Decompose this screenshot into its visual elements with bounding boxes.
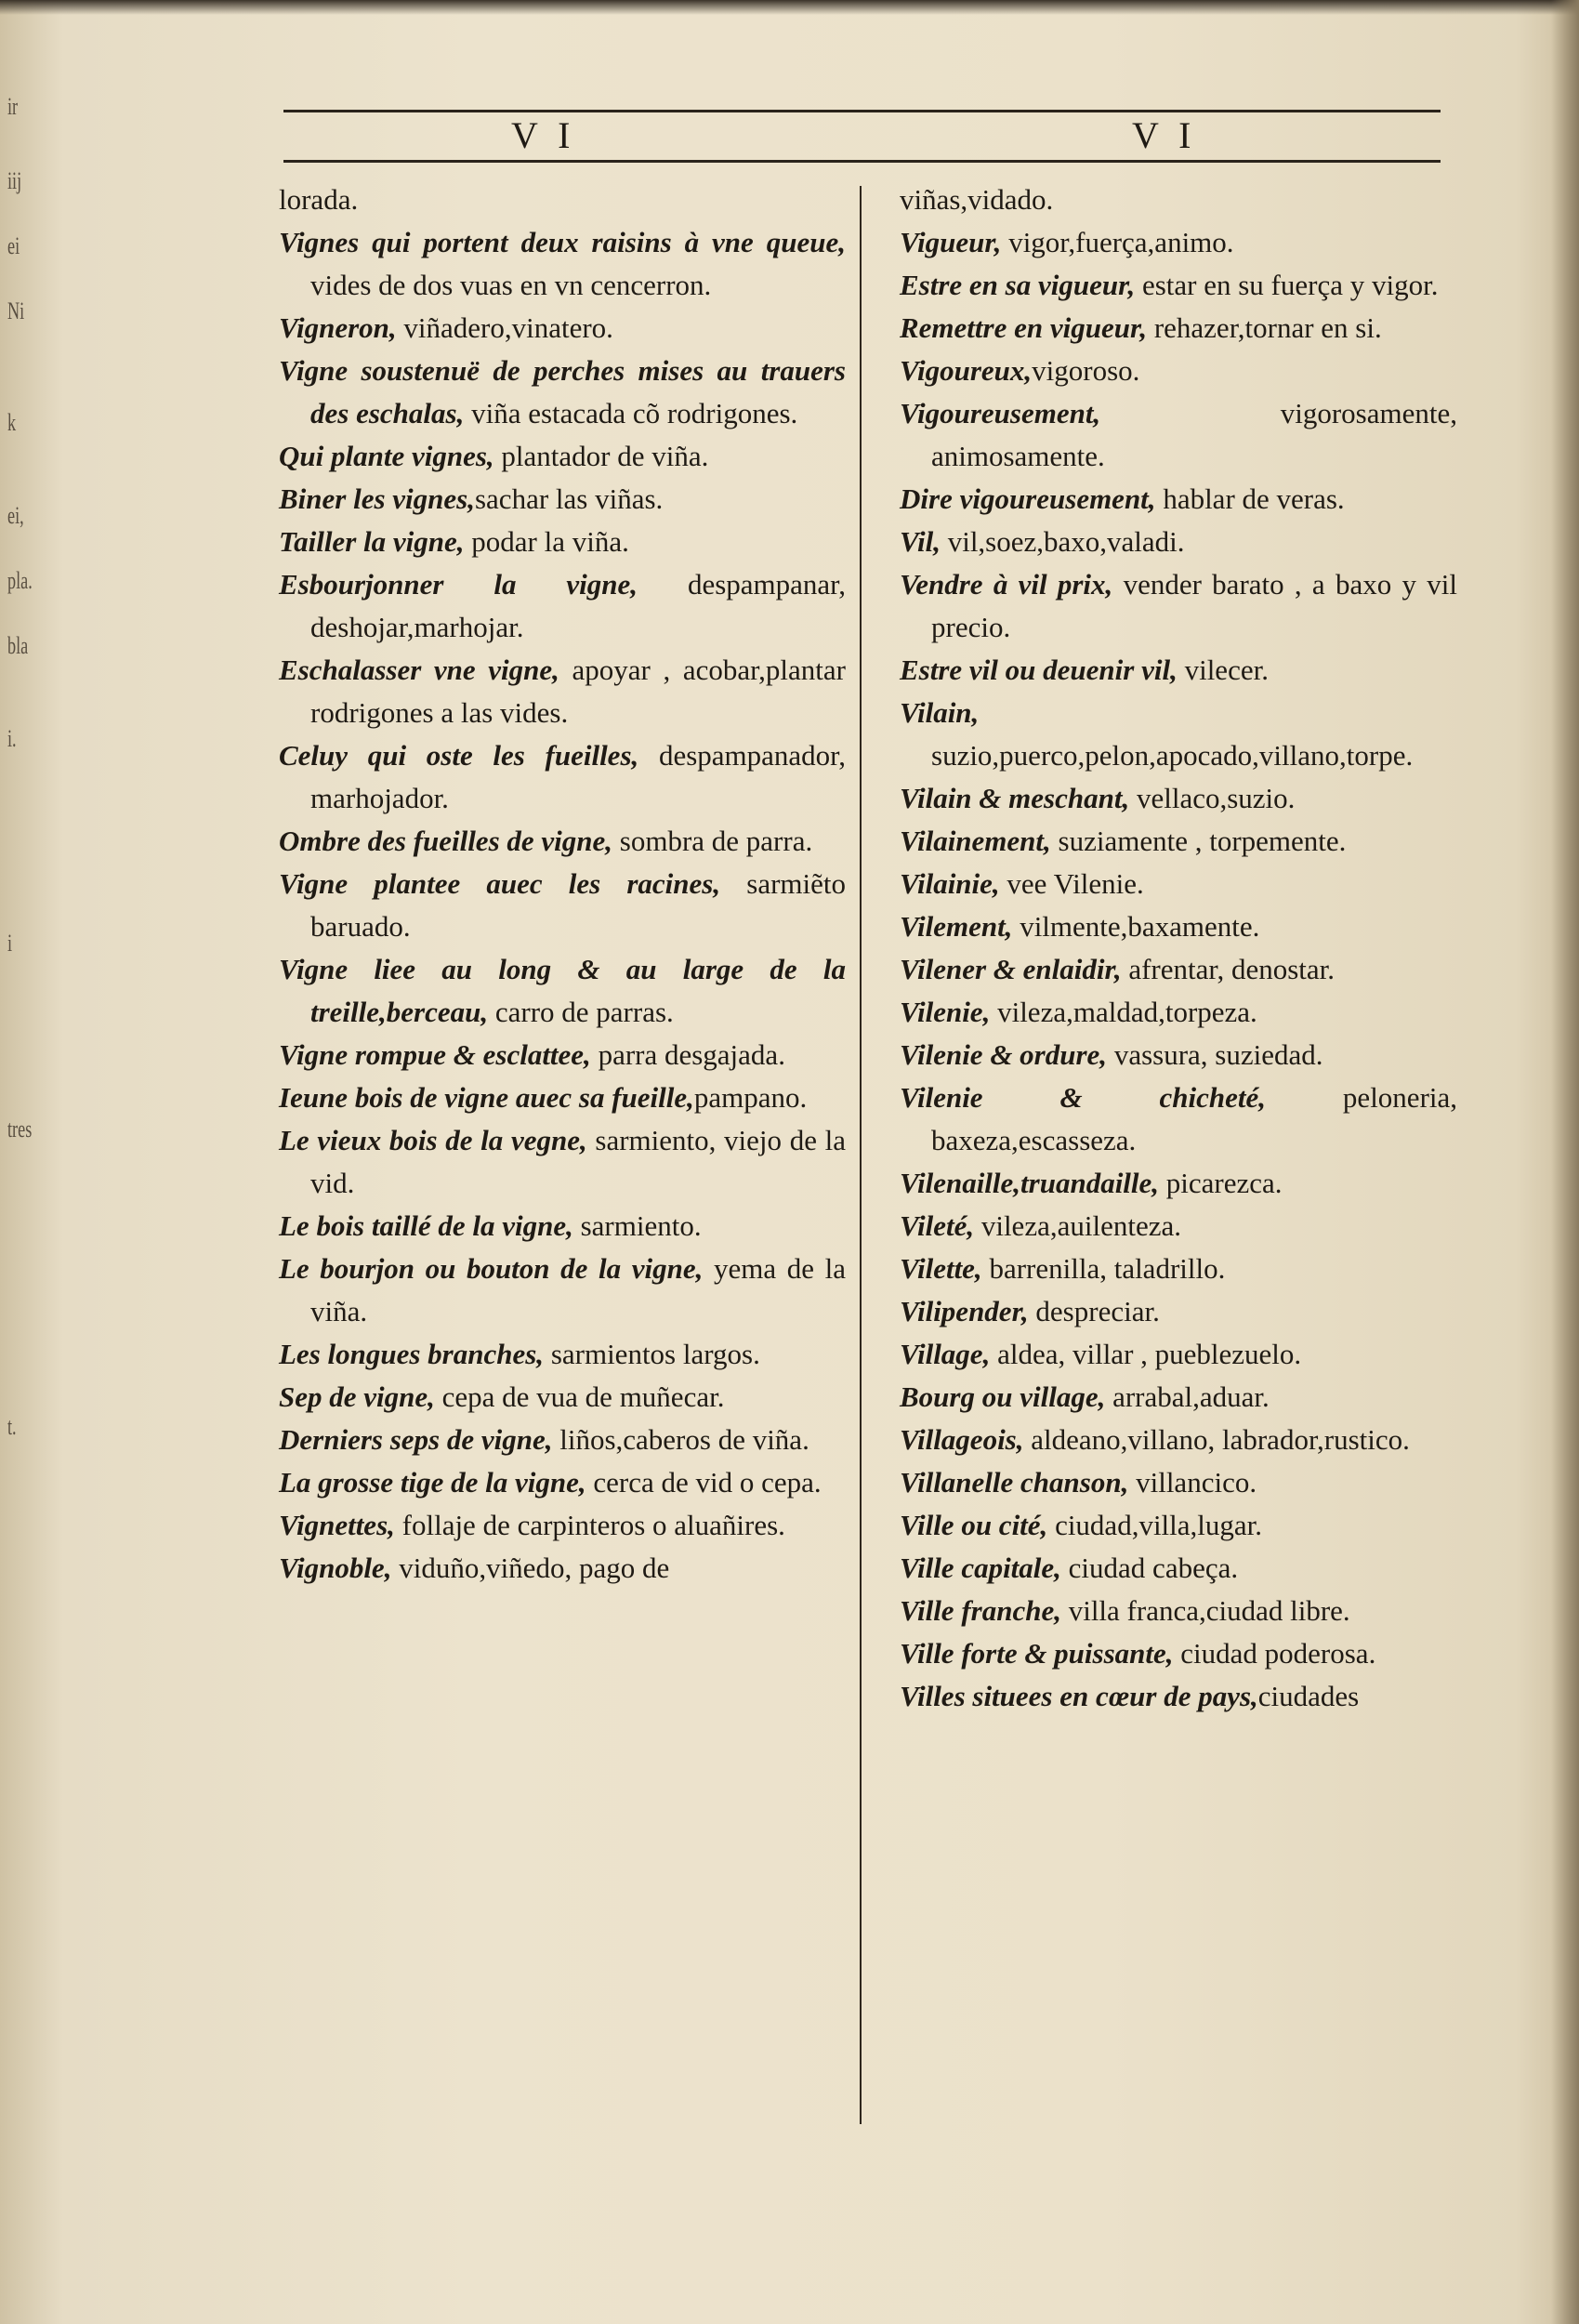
running-head-left: V I xyxy=(511,114,576,156)
spanish-translation: despreciar. xyxy=(1028,1295,1160,1327)
french-headword: Ville forte & puissante, xyxy=(900,1637,1174,1670)
dictionary-entry xyxy=(900,563,1457,649)
dictionary-entry xyxy=(900,1461,1457,1504)
french-headword: Vilement, xyxy=(900,910,1013,943)
french-headword: Vilenie & chicheté, xyxy=(900,1081,1267,1114)
dictionary-entry xyxy=(900,1376,1457,1419)
spanish-translation: sarmiento. xyxy=(572,1209,702,1242)
dictionary-entry xyxy=(279,1248,846,1333)
running-head-right: V I xyxy=(1132,114,1197,156)
french-headword: Celuy qui oste les fueilles, xyxy=(279,739,639,772)
spanish-translation: cerca de vid o cepa. xyxy=(586,1466,822,1499)
gutter-fragment: ir xyxy=(7,93,19,120)
french-headword: Qui plante vignes, xyxy=(279,440,494,472)
gutter-text-fragments xyxy=(7,93,72,1580)
french-headword: Vilipender, xyxy=(900,1295,1029,1327)
french-headword: La grosse tige de la vigne, xyxy=(279,1466,586,1499)
dictionary-entry xyxy=(279,863,846,948)
gutter-fragment: i. xyxy=(7,725,17,752)
dictionary-entry xyxy=(900,1419,1457,1461)
spanish-translation: arrabal,aduar. xyxy=(1105,1380,1270,1413)
dictionary-entry xyxy=(279,1547,846,1590)
dictionary-entry xyxy=(279,1461,846,1504)
spanish-translation: viña estacada cõ rodrigones. xyxy=(464,397,798,429)
dictionary-entry xyxy=(900,307,1457,350)
french-headword: Vendre à vil prix, xyxy=(900,568,1113,601)
dictionary-entry xyxy=(900,905,1457,948)
french-headword: Vignoble, xyxy=(279,1552,392,1584)
gutter-fragment: pla. xyxy=(7,567,33,594)
spanish-translation: suzio,puerco,pelon,apocado,villano,torpe. xyxy=(931,739,1414,772)
dictionary-entry xyxy=(900,1504,1457,1547)
french-headword: Ombre des fueilles de vigne, xyxy=(279,825,613,857)
french-headword: Vigoureux, xyxy=(900,354,1033,387)
french-headword: Villes situees en cœur de pays, xyxy=(900,1680,1258,1712)
spanish-translation: picarezca. xyxy=(1159,1167,1283,1199)
spanish-translation: vilecer. xyxy=(1177,654,1269,686)
dictionary-entry xyxy=(900,649,1457,692)
spanish-translation: vender barato , a baxo y vil precio. xyxy=(931,568,1457,643)
spanish-translation: vee Vilenie. xyxy=(999,867,1144,900)
gutter-fragment: k xyxy=(7,409,17,436)
french-headword: Le vieux bois de la vegne, xyxy=(279,1124,587,1156)
french-headword: Vignettes, xyxy=(279,1509,395,1541)
french-headword: Vigne plantee auec les racines, xyxy=(279,867,721,900)
french-headword: Esbourjonner la vigne, xyxy=(279,568,638,601)
column-divider xyxy=(860,186,862,2124)
dictionary-entry xyxy=(279,435,846,478)
spanish-translation: ciudad,villa,lugar. xyxy=(1047,1509,1263,1541)
dictionary-entry xyxy=(279,478,846,521)
spanish-translation: ciudad cabeça. xyxy=(1060,1552,1239,1584)
dictionary-entry xyxy=(900,1248,1457,1290)
spanish-translation: viñadero,vinatero. xyxy=(396,311,613,344)
french-headword: Estre vil ou deuenir vil, xyxy=(900,654,1178,686)
spanish-translation: vigor,fuerça,animo. xyxy=(1001,226,1234,258)
dictionary-entry xyxy=(279,820,846,863)
gutter-fragment: t. xyxy=(7,1413,17,1440)
dictionary-entry xyxy=(279,350,846,435)
spanish-translation: vilmente,baxamente. xyxy=(1012,910,1260,943)
spanish-translation: podar la viña. xyxy=(464,525,629,558)
dictionary-entry xyxy=(279,1419,846,1461)
spanish-translation: afrentar, denostar. xyxy=(1121,953,1336,985)
dictionary-entry xyxy=(900,948,1457,991)
french-headword: Le bourjon ou bouton de la vigne, xyxy=(279,1252,704,1285)
french-headword: Vilain, xyxy=(900,696,980,729)
dictionary-entry xyxy=(900,178,1457,221)
spanish-translation: vil,soez,baxo,valadi. xyxy=(940,525,1185,558)
dictionary-entry xyxy=(279,1076,846,1119)
gutter-fragment: bla xyxy=(7,632,29,659)
spanish-translation: hablar de veras. xyxy=(1155,482,1345,515)
french-headword: Remettre en vigueur, xyxy=(900,311,1148,344)
dictionary-entry xyxy=(279,563,846,649)
spanish-translation: vileza,auilenteza. xyxy=(974,1209,1181,1242)
spanish-translation: barrenilla, taladrillo. xyxy=(981,1252,1226,1285)
french-headword: Bourg ou village, xyxy=(900,1380,1106,1413)
dictionary-entry xyxy=(900,264,1457,307)
gutter-fragment: ei, xyxy=(7,502,24,529)
french-headword: Derniers seps de vigne, xyxy=(279,1423,553,1456)
dictionary-entry xyxy=(900,863,1457,905)
dictionary-entry xyxy=(900,1590,1457,1632)
french-headword: Ville franche, xyxy=(900,1594,1061,1627)
gutter-fragment: i xyxy=(7,930,13,957)
dictionary-entry xyxy=(900,1333,1457,1376)
french-headword: Vignes qui portent deux raisins à vne queue, xyxy=(279,226,846,258)
top-edge-shadow xyxy=(0,0,1579,15)
right-column xyxy=(900,178,1457,1718)
spanish-translation: rehazer,tornar en si. xyxy=(1147,311,1382,344)
spanish-translation: sachar las viñas. xyxy=(474,482,664,515)
french-headword: Ville ou cité, xyxy=(900,1509,1048,1541)
spanish-translation: liños,caberos de viña. xyxy=(552,1423,809,1456)
right-edge-shadow xyxy=(1551,0,1579,2324)
dictionary-entry xyxy=(900,777,1457,820)
french-headword: Vigne soustenuë de perches mises au trauers des eschalas, xyxy=(279,354,846,429)
spanish-translation: cepa de vua de muñecar. xyxy=(434,1380,725,1413)
french-headword: Vigneron, xyxy=(279,311,397,344)
spanish-translation: ciudad poderosa. xyxy=(1173,1637,1376,1670)
french-headword: Vilette, xyxy=(900,1252,982,1285)
spanish-translation: vellaco,suzio. xyxy=(1129,782,1296,814)
dictionary-entry xyxy=(900,350,1457,392)
french-headword: Vil, xyxy=(900,525,941,558)
french-headword: Sep de vigne, xyxy=(279,1380,435,1413)
spanish-translation: follaje de carpinteros o aluañires. xyxy=(394,1509,785,1541)
dictionary-entry xyxy=(279,649,846,734)
dictionary-entry xyxy=(900,1675,1457,1718)
spanish-translation: ciudades xyxy=(1257,1680,1360,1712)
french-headword: Tailler la vigne, xyxy=(279,525,465,558)
dictionary-entry xyxy=(900,392,1457,478)
spanish-translation: suziamente , torpemente. xyxy=(1050,825,1347,857)
spanish-translation: sombra de parra. xyxy=(612,825,813,857)
dictionary-entry xyxy=(900,1632,1457,1675)
spanish-translation: villancico. xyxy=(1128,1466,1257,1499)
french-headword: Vilener & enlaidir, xyxy=(900,953,1122,985)
french-headword: Ville capitale, xyxy=(900,1552,1061,1584)
spanish-translation: plantador de viña. xyxy=(493,440,709,472)
french-headword: Dire vigoureusement, xyxy=(900,482,1156,515)
spanish-translation: vigorosamente, animosamente. xyxy=(931,397,1457,472)
french-headword: Vilainie, xyxy=(900,867,1000,900)
spanish-translation: vileza,maldad,torpeza. xyxy=(990,996,1257,1028)
header-rule xyxy=(283,160,1441,163)
spanish-translation: aldeano,villano, labrador,rustico. xyxy=(1023,1423,1410,1456)
spanish-translation: vides de dos vuas en vn cencerron. xyxy=(310,269,712,301)
dictionary-entry xyxy=(279,1034,846,1076)
gutter-fragment: Ni xyxy=(7,297,25,324)
spanish-translation: villa franca,ciudad libre. xyxy=(1060,1594,1350,1627)
dictionary-entry xyxy=(279,178,846,221)
dictionary-entry xyxy=(900,221,1457,264)
french-headword: Vigoureusement, xyxy=(900,397,1101,429)
spanish-translation: carro de parras. xyxy=(488,996,674,1028)
french-headword: Le bois taillé de la vigne, xyxy=(279,1209,573,1242)
dictionary-entry xyxy=(279,1504,846,1547)
dictionary-entry xyxy=(279,307,846,350)
french-headword: Vileté, xyxy=(900,1209,975,1242)
french-headword: Vilain & meschant, xyxy=(900,782,1130,814)
dictionary-entry xyxy=(279,221,846,307)
dictionary-entry xyxy=(900,1162,1457,1205)
spanish-translation: peloneria, baxeza,escasseza. xyxy=(931,1081,1458,1156)
dictionary-entry xyxy=(900,1034,1457,1076)
dictionary-entry xyxy=(279,1376,846,1419)
dictionary-entry xyxy=(279,948,846,1034)
dictionary-entry xyxy=(900,991,1457,1034)
left-column xyxy=(279,178,846,1590)
dictionary-entry xyxy=(279,1205,846,1248)
dictionary-entry xyxy=(900,1076,1457,1162)
spanish-translation: parra desgajada. xyxy=(590,1038,785,1071)
dictionary-entry xyxy=(900,1547,1457,1590)
dictionary-entry xyxy=(900,1205,1457,1248)
spanish-translation: yema de la viña. xyxy=(310,1252,847,1327)
spanish-translation: vigoroso. xyxy=(1032,354,1140,387)
spanish-translation: viñas,vidado. xyxy=(900,183,1054,216)
french-headword: Ieune bois de vigne auec sa fueille, xyxy=(279,1081,694,1114)
french-headword: Vilenie & ordure, xyxy=(900,1038,1108,1071)
dictionary-entry xyxy=(900,820,1457,863)
spanish-translation: aldea, villar , pueblezuelo. xyxy=(990,1338,1302,1370)
dictionary-entry xyxy=(279,1119,846,1205)
dictionary-entry xyxy=(900,478,1457,521)
french-headword: Vilenaille,truandaille, xyxy=(900,1167,1160,1199)
dictionary-entry xyxy=(279,734,846,820)
dictionary-entry xyxy=(279,1333,846,1376)
french-headword: Vilainement, xyxy=(900,825,1051,857)
top-rule xyxy=(283,110,1441,112)
french-headword: Vigne rompue & esclattee, xyxy=(279,1038,591,1071)
gutter-fragment: ei xyxy=(7,232,20,259)
french-headword: Vilenie, xyxy=(900,996,991,1028)
spanish-translation: despampanador, marhojador. xyxy=(310,739,846,814)
french-headword: Biner les vignes, xyxy=(279,482,475,515)
spanish-translation: vassura, suziedad. xyxy=(1107,1038,1323,1071)
gutter-fragment: iij xyxy=(7,167,22,194)
french-headword: Vigne liee au long & au large de la treille,berceau, xyxy=(279,953,846,1028)
french-headword: Villanelle chanson, xyxy=(900,1466,1129,1499)
dictionary-entry xyxy=(900,521,1457,563)
spanish-translation: sarmiẽto baruado. xyxy=(310,867,847,943)
spanish-translation: lorada. xyxy=(279,183,359,216)
spanish-translation: viduño,viñedo, pago de xyxy=(391,1552,670,1584)
spanish-translation: despampanar, deshojar,marhojar. xyxy=(310,568,846,643)
french-headword: Estre en sa vigueur, xyxy=(900,269,1136,301)
french-headword: Village, xyxy=(900,1338,991,1370)
dictionary-entry xyxy=(279,521,846,563)
french-headword: Eschalasser vne vigne, xyxy=(279,654,559,686)
spanish-translation: apoyar , acobar,plantar rodrigones a las vides. xyxy=(310,654,846,729)
spanish-translation: sarmiento, viejo de la vid. xyxy=(310,1124,846,1199)
gutter-fragment: tres xyxy=(7,1116,33,1142)
spanish-translation: sarmientos largos. xyxy=(544,1338,760,1370)
spanish-translation: pampano. xyxy=(693,1081,808,1114)
french-headword: Les longues branches, xyxy=(279,1338,545,1370)
dictionary-entry xyxy=(900,1290,1457,1333)
dictionary-entry xyxy=(900,692,1457,777)
spanish-translation: estar en su fuerça y vigor. xyxy=(1135,269,1439,301)
french-headword: Villageois, xyxy=(900,1423,1024,1456)
french-headword: Vigueur, xyxy=(900,226,1002,258)
